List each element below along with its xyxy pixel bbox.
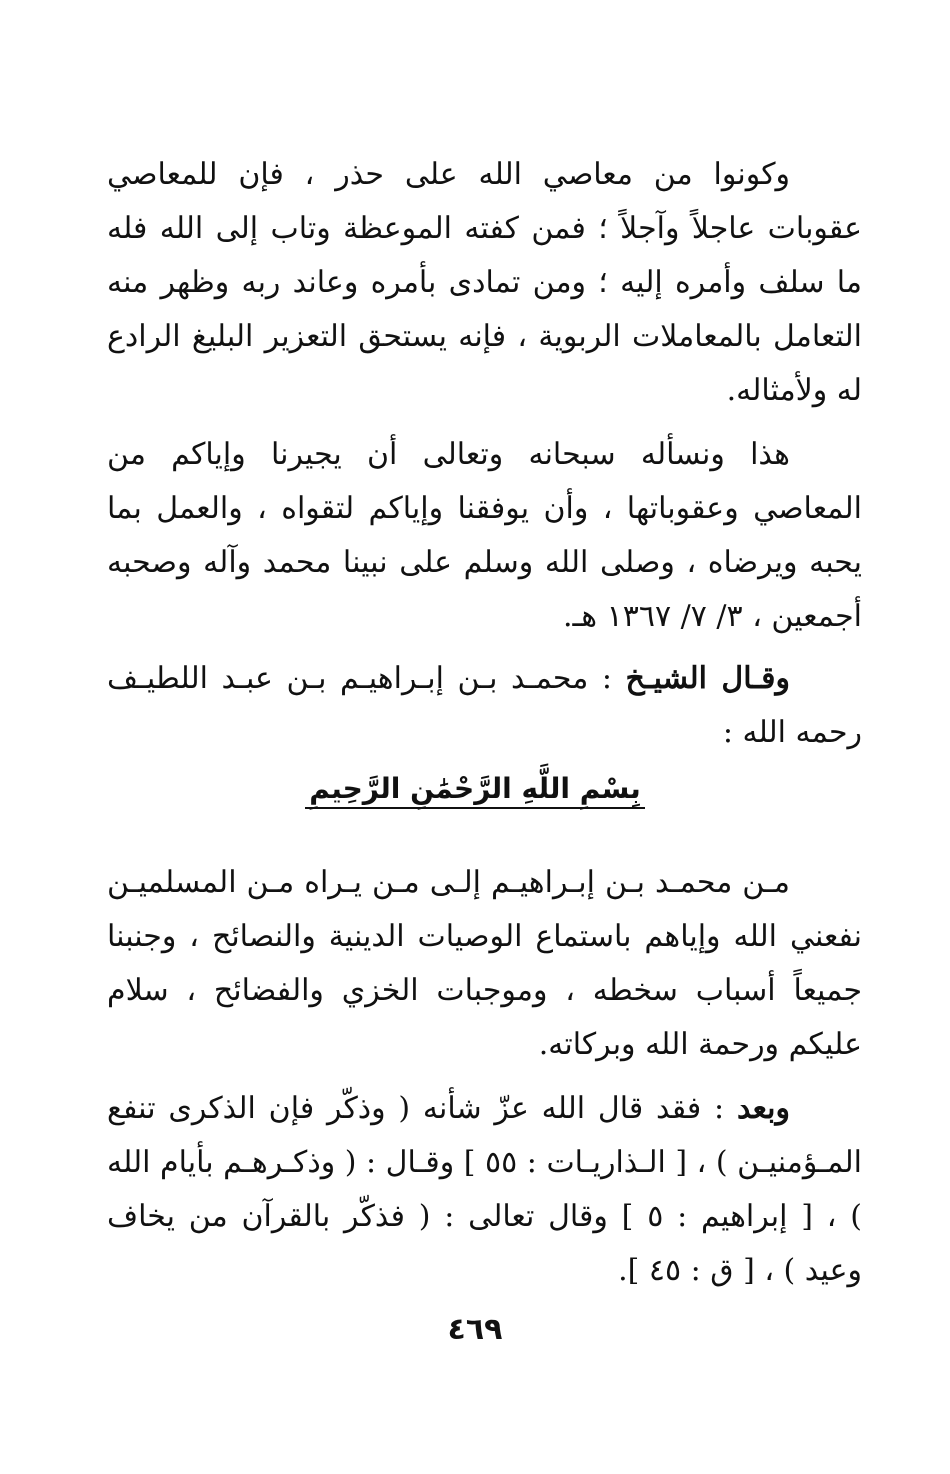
paragraph-3 (107, 652, 862, 760)
wa-bad-label: وبعد (736, 1091, 790, 1126)
paragraph-5-body: : فقد قال الله عزّ شأنه ( وذكّر فإن الذكرى تنفع المـؤمنيـن ) ، [ الـذاريـات : ٥٥ ] وقـال : ( وذكـرهـم بأيام الله ) ، [ إبراهيم : ٥ ] وقال تعالى : ( فذكّر بالقرآن من يخاف وعيد ) ، [ ق : ٤٥ ]. (107, 1091, 862, 1288)
basmala (0, 772, 950, 809)
speaker-name: : محمـد بـن إبـراهيـم بـن عبـد اللطيـف رحمه الله : (107, 661, 862, 750)
paragraph-1 (107, 148, 862, 418)
paragraph-3-text (107, 652, 862, 760)
page-number: ٤٦٩ (447, 1312, 503, 1347)
paragraph-5-text (107, 1082, 862, 1298)
speaker-label: وقـال الشيـخ (625, 661, 790, 696)
paragraph-1-text: وكونوا من معاصي الله على حذر ، فإن للمعاصي عقوبات عاجلاً وآجلاً ؛ فمن كفته الموعظة وتاب إلى الله فله ما سلف وأمره إليه ؛ ومن تمادى بأمره وعاند ربه وظهر منه التعامل بالمعاملات الربوية ، فإنه يستحق التعزير البليغ الرادع له ولأمثاله. (107, 157, 862, 408)
paragraph-5 (107, 1082, 862, 1298)
paragraph-2 (107, 428, 862, 644)
paragraph-2-text: هذا ونسأله سبحانه وتعالى أن يجيرنا وإياكم من المعاصي وعقوباتها ، وأن يوفقنا وإياكم لتقواه ، والعمل بما يحبه ويرضاه ، وصلى الله وسلم على نبينا محمد وآله وصحبه أجمعين ، ٣/ ٧/ ١٣٦٧ هـ. (107, 437, 862, 634)
paragraph-4 (107, 856, 862, 1072)
basmala-text: بِسْمِ اللَّهِ الرَّحْمَٰنِ الرَّحِيمِ (305, 772, 645, 809)
paragraph-4-text: مـن محمـد بـن إبـراهيـم إلـى مـن يـراه مـن المسلميـن نفعني الله وإياهم باستماع الوصيات الدينية والنصائح ، وجنبنا جميعاً أسباب سخطه ، وموجبات الخزي والفضائح ، سلام عليكم ورحمة الله وبركاته. (107, 865, 862, 1062)
